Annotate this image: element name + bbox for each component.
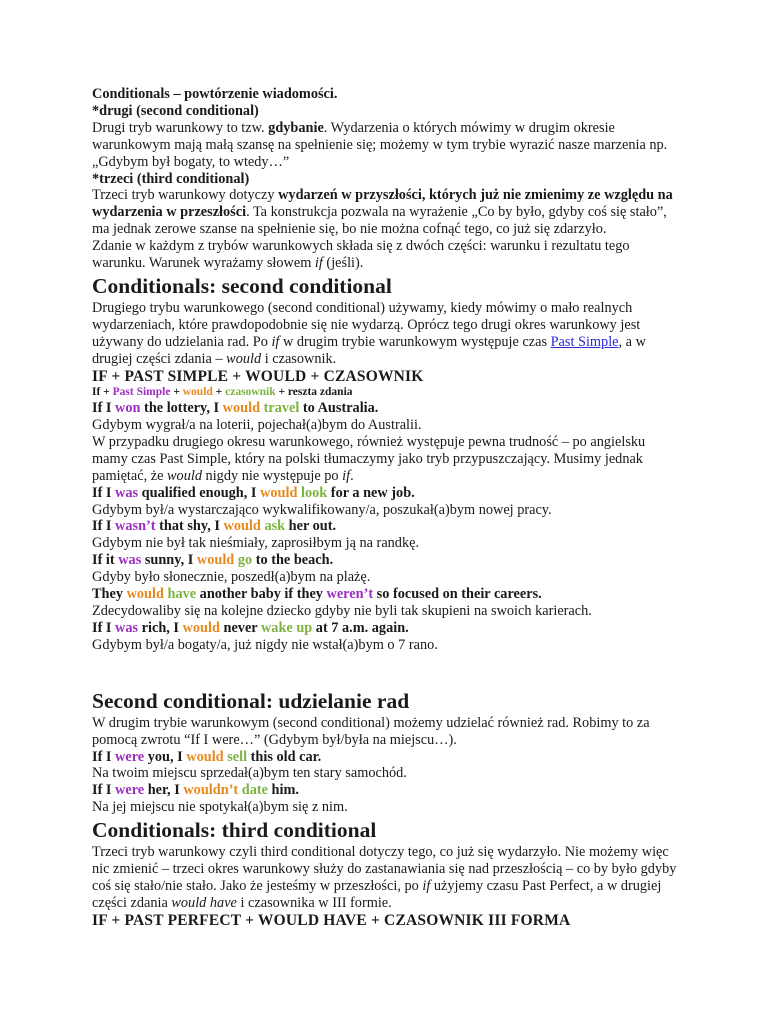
text-run: IF + PAST SIMPLE + WOULD + CZASOWNIK xyxy=(92,367,424,385)
text-run: gdybanie xyxy=(268,119,324,136)
text-run: was xyxy=(118,552,142,569)
text-run: *trzeci (third conditional) xyxy=(92,170,250,187)
paragraph xyxy=(92,300,682,368)
text-run: was xyxy=(115,619,139,636)
text-run: the lottery, I xyxy=(140,400,223,417)
text-run: travel xyxy=(263,400,300,417)
text-run: this old car. xyxy=(247,748,322,765)
text-run: W drugim trybie warunkowym (second conditional) możemy udzielać również rad. Robimy to za pomocą zwrotu “If I were…” (Gdybym był/była na miejscu…). xyxy=(92,714,650,748)
text-run: wasn’t xyxy=(115,518,156,535)
text-run: won xyxy=(115,400,141,417)
text-run: if xyxy=(422,877,431,894)
section-heading xyxy=(92,274,682,298)
spacer xyxy=(92,654,682,687)
paragraph xyxy=(92,238,682,272)
paragraph xyxy=(92,502,682,519)
text-run: Conditionals: third conditional xyxy=(92,818,377,843)
paragraph xyxy=(92,120,682,171)
text-run: would xyxy=(222,400,261,417)
text-run: czasownik xyxy=(225,386,276,399)
paragraph xyxy=(92,103,682,120)
text-run: Na jej miejscu nie spotykał(a)bym się z nim. xyxy=(92,799,348,816)
text-run: him. xyxy=(267,782,299,799)
text-run: Drugiego trybu warunkowego (second conditional) używamy, kiedy mówimy o mało realnych wydarzeniach, które prawdopodobnie się nie wydarzą. Oprócz tego drugi okres warunkowy jest używany do udzielania rad. Po xyxy=(92,299,641,350)
text-run: sunny, I xyxy=(141,552,197,569)
text-run: her, I xyxy=(144,782,184,799)
text-run: (jeśli). xyxy=(322,255,364,272)
text-run: If I xyxy=(92,484,116,501)
text-run: użyjemy czasu Past Perfect, a w drugiej części zdania xyxy=(92,877,662,911)
text-run: *drugi (second conditional) xyxy=(92,102,259,119)
paragraph xyxy=(92,535,682,552)
paragraph xyxy=(92,187,682,238)
text-run: never xyxy=(219,619,261,636)
text-run: If I xyxy=(92,748,116,765)
paragraph xyxy=(92,400,682,417)
text-run: If it xyxy=(92,552,119,569)
text-run: Gdybym był/a bogaty/a, już nigdy nie wstał(a)bym o 7 rano. xyxy=(92,636,438,653)
text-run: ask xyxy=(264,518,286,535)
section-heading xyxy=(92,689,682,713)
paragraph xyxy=(92,844,682,912)
text-run: Gdybym wygrał/a na loterii, pojechał(a)bym do Australii. xyxy=(92,417,422,433)
text-run: so focused on their careers. xyxy=(373,586,542,603)
paragraph xyxy=(92,799,682,816)
text-run: weren’t xyxy=(326,586,374,603)
text-run: you, I xyxy=(144,748,187,765)
text-run: would xyxy=(167,467,202,484)
text-run: Gdybym nie był tak nieśmiały, zaprosiłbym ją na randkę. xyxy=(92,535,420,552)
text-run: another baby if they xyxy=(196,586,327,603)
paragraph xyxy=(92,434,682,485)
text-run: Drugi tryb warunkowy to tzw. xyxy=(92,119,269,136)
text-run: nigdy nie występuje po xyxy=(201,467,343,484)
text-run: would xyxy=(186,748,224,765)
past-simple-link[interactable]: Past Simple xyxy=(550,333,619,350)
paragraph xyxy=(92,765,682,782)
text-run: Second conditional: udzielanie rad xyxy=(92,688,410,713)
text-run: Gdybym był/a wystarczająco wykwalifikowany/a, poszukał(a)bym nowej pracy. xyxy=(92,501,552,518)
text-run: If I xyxy=(92,619,116,636)
text-run: Conditionals – powtórzenie wiadomości. xyxy=(92,86,338,102)
paragraph xyxy=(92,782,682,799)
paragraph xyxy=(92,518,682,535)
text-run: to Australia. xyxy=(299,400,379,417)
text-run: , a w drugiej części zdania – xyxy=(92,333,646,367)
text-run: Past Simple xyxy=(112,386,171,399)
text-run: were xyxy=(115,782,145,799)
formula-line xyxy=(92,368,682,386)
text-run: would have xyxy=(171,894,237,911)
text-run: wydarzeń w przyszłości, których już nie zmienimy ze względu na wydarzenia w przeszłości xyxy=(92,187,673,221)
paragraph xyxy=(92,603,682,620)
text-run: They xyxy=(92,586,127,603)
text-run: if xyxy=(342,467,351,484)
text-run: IF + PAST PERFECT + WOULD HAVE + CZASOWNIK III FORMA xyxy=(92,911,571,929)
text-run: . Wydarzenia o których mówimy w drugim okresie warunkowym mają małą szansę na spełnienie się; możemy w tym trybie wyrazić nasze marzenia np. „Gdybym był bogaty, to wtedy…” xyxy=(92,119,668,170)
text-run: for a new job. xyxy=(327,484,415,501)
text-run: If I xyxy=(92,518,116,535)
paragraph xyxy=(92,569,682,586)
text-run: If + xyxy=(92,386,113,399)
paragraph xyxy=(92,715,682,749)
text-run: wouldn’t xyxy=(183,782,239,799)
text-run: . xyxy=(350,467,354,484)
text-run: would xyxy=(223,518,261,535)
document-page xyxy=(92,86,682,929)
text-run: would xyxy=(260,484,298,501)
text-run: Na twoim miejscu sprzedał(a)bym ten stary samochód. xyxy=(92,765,407,782)
text-run: at 7 a.m. again. xyxy=(312,619,409,636)
text-run: rich, I xyxy=(138,619,183,636)
text-run: would xyxy=(182,386,213,399)
text-run: + xyxy=(212,386,226,399)
text-run: qualified enough, I xyxy=(138,484,261,501)
text-run: i czasownik. xyxy=(261,350,337,367)
text-run: W przypadku drugiego okresu warunkowego, również występuje pewna trudność – po angielsku mamy czas Past Simple, który na polski tłumaczymy jako tryb przypuszczający. Musimy jednak pamiętać, że xyxy=(92,433,646,484)
text-run: if xyxy=(314,255,323,272)
paragraph xyxy=(92,620,682,637)
text-run: go xyxy=(237,552,253,569)
text-run: would xyxy=(196,552,235,569)
paragraph xyxy=(92,171,682,188)
text-run: that shy, I xyxy=(155,518,224,535)
text-run: would xyxy=(182,619,220,636)
formula-line xyxy=(92,912,682,930)
text-run: + reszta zdania xyxy=(275,386,353,399)
text-run: would xyxy=(226,350,262,367)
paragraph xyxy=(92,86,682,103)
text-run: Zdanie w każdym z trybów warunkowych składa się z dwóch części: warunku i rezultatu tego warunku. Warunek wyrażamy słowem xyxy=(92,238,630,272)
paragraph xyxy=(92,552,682,569)
text-run: Trzeci tryb warunkowy dotyczy xyxy=(92,187,279,204)
text-run: sell xyxy=(227,748,248,765)
text-run: If I xyxy=(92,400,116,417)
paragraph xyxy=(92,417,682,434)
text-run: would xyxy=(126,586,164,603)
text-run: If I xyxy=(92,782,116,799)
text-run: . Ta konstrukcja pozwala na wyrażenie „Co by było, gdyby coś się stało”, ma jednak zerowe szanse na spełnienie się, bo nie można cofnąć tego, co już się zdarzyło. xyxy=(92,204,667,238)
text-run: if xyxy=(271,333,280,350)
text-run: was xyxy=(115,484,139,501)
paragraph xyxy=(92,749,682,766)
text-run: to the beach. xyxy=(252,552,334,569)
text-run: have xyxy=(167,586,197,603)
text-run: Conditionals: second conditional xyxy=(92,273,392,298)
text-run: wake up xyxy=(260,619,313,636)
text-run: Gdyby było słonecznie, poszedł(a)bym na plażę. xyxy=(92,569,371,586)
paragraph xyxy=(92,586,682,603)
section-heading xyxy=(92,818,682,842)
formula-legend xyxy=(92,385,682,400)
text-run: look xyxy=(301,484,328,501)
text-run: Trzeci tryb warunkowy czyli third conditional dotyczy tego, co już się wydarzyło. Nie możemy więc nic zmienić – trzeci okres warunkowy służy do zastanawiania się nad przeszłością – co by było gdyby coś się stało/nie stało. Jako że jesteśmy w przeszłości, po xyxy=(92,844,677,894)
text-run: Zdecydowaliby się na kolejne dziecko gdyby nie byli tak skupieni na swoich karierach. xyxy=(92,602,592,619)
paragraph xyxy=(92,637,682,654)
text-run: date xyxy=(241,782,268,799)
text-run: + xyxy=(170,386,183,399)
text-run: w drugim trybie warunkowym występuje czas xyxy=(279,333,551,350)
text-run: were xyxy=(115,748,145,765)
text-run: her out. xyxy=(285,518,337,535)
paragraph xyxy=(92,485,682,502)
text-run: i czasownika w III formie. xyxy=(236,894,392,911)
